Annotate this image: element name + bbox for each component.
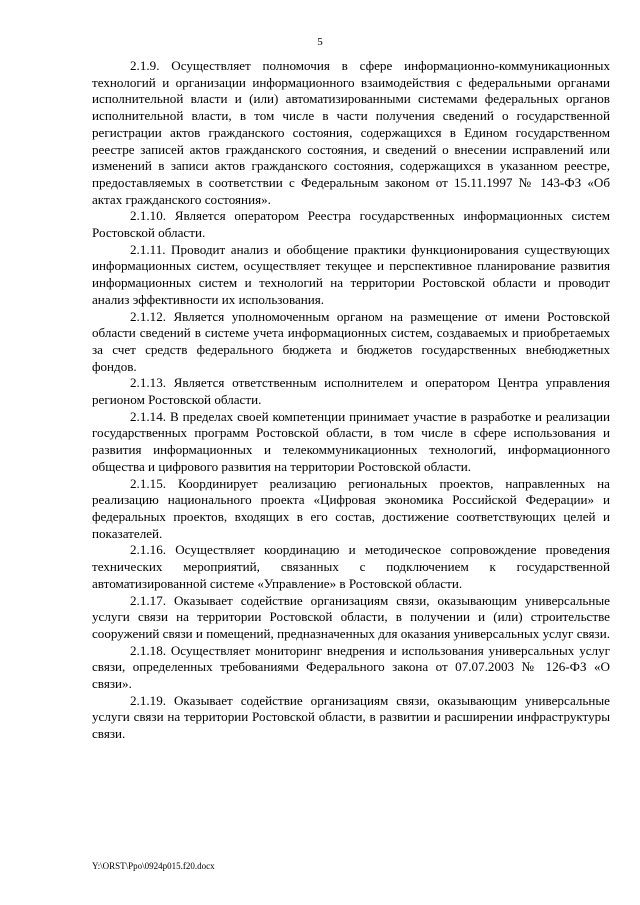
paragraph-2-1-9: 2.1.9. Осуществляет полномочия в сфере информационно-коммуникационных технологий и организации информационного взаимодействия с федеральными органами исполнительной власти и (или) автоматизированными системами федеральных органов исполнительной власти, в том числе в части получения сведений о государственной регистрации актов гражданского состояния, содержащихся в Едином государственном реестре записей актов гражданского состояния, и сведений о внесении исправлений или изменений в записи актов гражданского состояния, содержащихся в указанном реестре, предоставляемых в соответствии с Федеральным законом от 15.11.1997 № 143-ФЗ «Об актах гражданского состояния». (92, 58, 610, 207)
paragraph-2-1-10: 2.1.10. Является оператором Реестра государственных информационных систем Ростовской области. (92, 208, 610, 241)
paragraph-2-1-12: 2.1.12. Является уполномоченным органом на размещение от имени Ростовской области сведений в системе учета информационных систем, создаваемых и приобретаемых за счет средств федерального бюджета и бюджетов государственных внебюджетных фондов. (92, 308, 610, 374)
paragraph-2-1-11: 2.1.11. Проводит анализ и обобщение практики функционирования существующих информационных систем, осуществляет текущее и перспективное планирование развития информационных систем и технологий на территории Ростовской области и проводит анализ эффективности их использования. (92, 241, 610, 307)
page-number: 5 (317, 36, 323, 48)
paragraph-2-1-14: 2.1.14. В пределах своей компетенции принимает участие в разработке и реализации государственных программ Ростовской области, в том числе в сфере использования и развития информационных и телекоммуникационных технологий, информационного общества и цифрового развития на территории Ростовской области. (92, 408, 610, 474)
paragraph-2-1-16: 2.1.16. Осуществляет координацию и методическое сопровождение проведения технических мероприятий, связанных с подключением к государственной автоматизированной системе «Управление» в Ростовской области. (92, 542, 610, 591)
paragraph-2-1-13: 2.1.13. Является ответственным исполнителем и оператором Центра управления регионом Ростовской области. (92, 375, 610, 408)
file-path-footer: Y:\ORST\Ppo\0924p015.f20.docx (92, 861, 215, 871)
paragraph-2-1-19: 2.1.19. Оказывает содействие организациям связи, оказывающим универсальные услуги связи на территории Ростовской области, в развитии и расширении инфраструктуры связи. (92, 692, 610, 742)
paragraph-2-1-18: 2.1.18. Осуществляет мониторинг внедрения и использования универсальных услуг связи, определенных требованиями Федерального закона от 07.07.2003 № 126-ФЗ «О связи». (92, 642, 610, 692)
paragraph-2-1-15: 2.1.15. Координирует реализацию региональных проектов, направленных на реализацию национального проекта «Цифровая экономика Российской Федерации» и федеральных проектов, входящих в его состав, достижение соответствующих целей и показателей. (92, 475, 610, 541)
paragraph-2-1-17: 2.1.17. Оказывает содействие организациям связи, оказывающим универсальные услуги связи на территории Ростовской области, в получении и (или) строительстве сооружений связи и помещений, предназначенных для оказания универсальных услуг связи. (92, 592, 610, 641)
document-body (92, 58, 610, 743)
